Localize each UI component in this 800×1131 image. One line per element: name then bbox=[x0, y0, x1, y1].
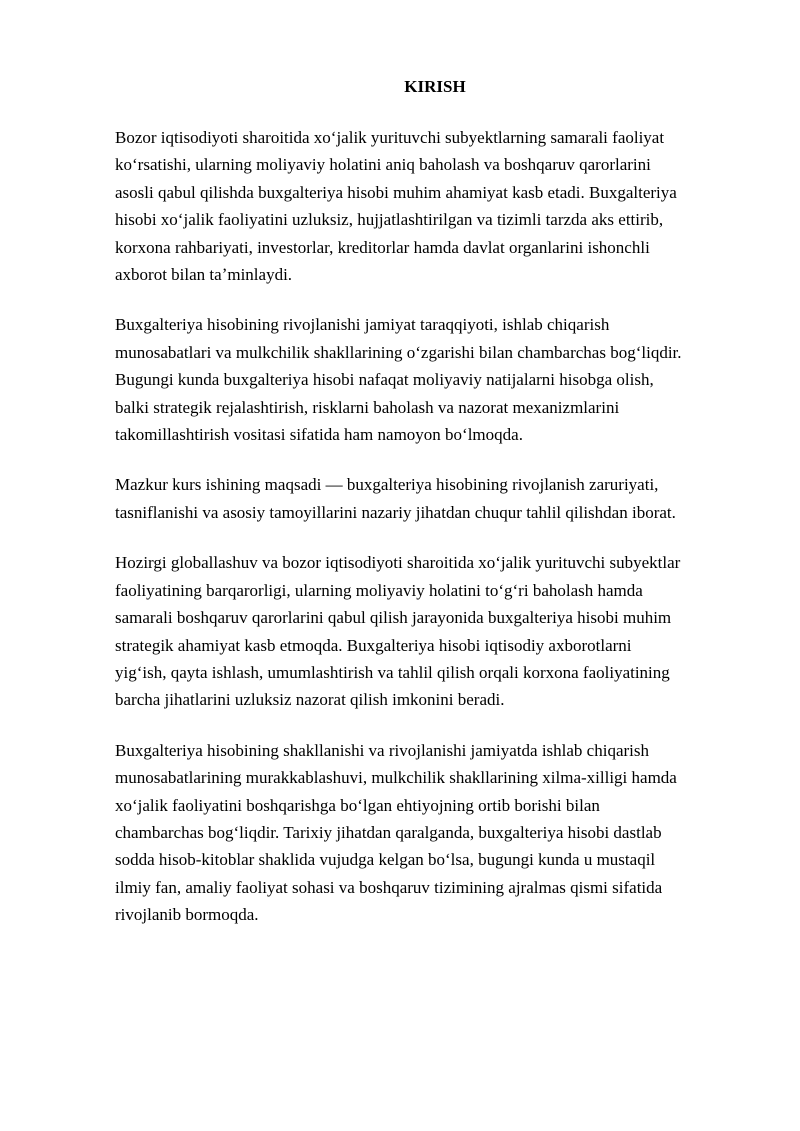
text-line: tasniflanishi va asosiy tamoyillarini nazariy jihatdan chuqur tahlil qilishdan iborat. bbox=[115, 502, 676, 522]
text-line: strategik ahamiyat kasb etmoqda. Buxgalteriya hisobi iqtisodiy axborotlarni bbox=[115, 635, 632, 655]
text-line: asosli qabul qilishda buxgalteriya hisobi muhim ahamiyat kasb etadi. Buxgalteriya bbox=[115, 182, 677, 202]
text-line: rivojlanib bormoqda. bbox=[115, 905, 259, 925]
text-line: Buxgalteriya hisobining rivojlanishi jamiyat taraqqiyoti, ishlab chiqarish bbox=[115, 315, 610, 335]
paragraph-3 bbox=[115, 471, 747, 526]
text-line: ilmiy fan, amaliy faoliyat sohasi va boshqaruv tizimining ajralmas qismi sifatida bbox=[115, 877, 663, 897]
text-line: barcha jihatlarini uzluksiz nazorat qilish imkonini beradi. bbox=[115, 690, 505, 710]
paragraph-4 bbox=[115, 549, 747, 713]
text-line: Buxgalteriya hisobining shakllanishi va rivojlanishi jamiyatda ishlab chiqarish bbox=[115, 740, 649, 760]
text-line: hisobi xoʻjalik faoliyatini uzluksiz, hujjatlashtirilgan va tizimli tarzda aks ettirib, bbox=[115, 210, 664, 230]
paragraph-1 bbox=[115, 124, 747, 288]
text-line: munosabatlari va mulkchilik shakllarining oʻzgarishi bilan chambarchas bogʻliqdir. bbox=[115, 342, 682, 362]
paragraph-5 bbox=[115, 737, 747, 929]
text-line: Bugungi kunda buxgalteriya hisobi nafaqat moliyaviy natijalarni hisobga olish, bbox=[115, 370, 654, 390]
text-line: faoliyatining barqarorligi, ularning moliyaviy holatini toʻgʻri baholash hamda bbox=[115, 580, 643, 600]
text-line: sodda hisob-kitoblar shaklida vujudga kelgan boʻlsa, bugungi kunda u mustaqil bbox=[115, 850, 656, 870]
page-title: KIRISH bbox=[404, 77, 466, 96]
text-line: koʻrsatishi, ularning moliyaviy holatini aniq baholash va boshqaruv qarorlarini bbox=[115, 155, 651, 175]
text-line: yigʻish, qayta ishlash, umumlashtirish va tahlil qilish orqali korxona faoliyatining bbox=[115, 662, 670, 682]
text-line: axborot bilan taʼminlaydi. bbox=[115, 265, 293, 285]
text-line: chambarchas bogʻliqdir. Tarixiy jihatdan qaralganda, buxgalteriya hisobi dastlab bbox=[115, 822, 662, 842]
document-page bbox=[115, 76, 747, 952]
text-line: Mazkur kurs ishining maqsadi — buxgalteriya hisobining rivojlanish zaruriyati, bbox=[115, 475, 659, 495]
text-line: balki strategik rejalashtirish, risklarni baholash va nazorat mexanizmlarini bbox=[115, 397, 620, 417]
text-line: Bozor iqtisodiyoti sharoitida xoʻjalik yurituvchi subyektlarning samarali faoliyat bbox=[115, 128, 665, 147]
text-line: korxona rahbariyati, investorlar, kreditorlar hamda davlat organlarini ishonchli bbox=[115, 237, 650, 257]
text-line: samarali boshqaruv qarorlarini qabul qilish jarayonida buxgalteriya hisobi muhim bbox=[115, 608, 672, 628]
text-line: munosabatlarining murakkablashuvi, mulkchilik shakllarining xilma-xilligi hamda bbox=[115, 768, 677, 788]
paragraph-2 bbox=[115, 311, 747, 448]
text-line: xoʻjalik faoliyatini boshqarishga boʻlgan ehtiyojning ortib borishi bilan bbox=[115, 795, 600, 815]
text-line: Hozirgi globallashuv va bozor iqtisodiyoti sharoitida xoʻjalik yurituvchi subyektlar bbox=[115, 553, 681, 573]
text-line: takomillashtirish vositasi sifatida ham namoyon boʻlmoqda. bbox=[115, 425, 523, 445]
